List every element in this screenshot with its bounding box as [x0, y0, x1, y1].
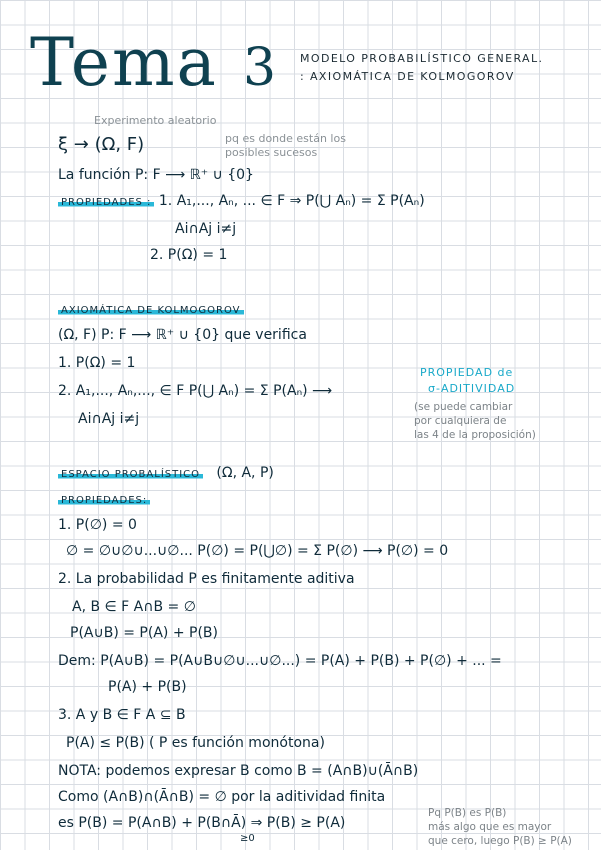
space-line-4: A, B ∈ F A∩B = ∅ — [72, 599, 196, 615]
space-line-11: Como (A∩B)∩(Ā∩B) = ∅ por la aditividad finita — [58, 789, 386, 805]
side-note-1: Pq P(B) es P(B) — [428, 807, 507, 819]
props-row — [58, 192, 425, 212]
axioms-note-2: por cualquiera de — [414, 415, 507, 427]
axioms-line-1: (Ω, F) P: F ⟶ ℝ⁺ ∪ {0} que verifica — [58, 327, 307, 343]
space-heading: ESPACIO PROBALÍSTICO — [58, 469, 203, 480]
note-experiment: Experimento aleatorio — [94, 114, 217, 127]
space-triple: (Ω, A, P) — [216, 465, 274, 481]
sigma-title-1: PROPIEDAD de — [420, 366, 514, 379]
space-line-5: P(A∪B) = P(A) + P(B) — [70, 625, 218, 641]
side-note-3: que cero, luego P(B) ≥ P(A) — [428, 835, 572, 847]
page-title: Tema — [30, 24, 218, 101]
subtitle-line-1: MODELO PROBABILÍSTICO GENERAL. — [300, 52, 544, 65]
prop-1-condition: Ai∩Aj i≠j — [175, 221, 237, 237]
axioms-heading-row — [58, 300, 244, 320]
space-heading-row — [58, 464, 274, 484]
axioms-heading: AXIOMÁTICA DE KOLMOGOROV — [58, 305, 244, 316]
props-label: PROPIEDADES : — [58, 197, 154, 208]
space-line-8: 3. A y B ∈ F A ⊆ B — [58, 707, 186, 723]
model-line: ξ → (Ω, F) — [58, 134, 145, 155]
space-line-6: Dem: P(A∪B) = P(A∪B∪∅∪...∪∅...) = P(A) + P(B) + P(∅) + ... = — [58, 653, 502, 669]
axioms-note-3: las 4 de la proposición) — [414, 429, 536, 441]
space-line-10: NOTA: podemos expresar B como B = (A∩B)∪(Ā∩B) — [58, 763, 419, 779]
prop-1: 1. A₁,..., Aₙ, ... ∈ F ⇒ P(⋃ Aₙ) = Σ P(Aₙ) — [158, 193, 425, 209]
axioms-line-2: 1. P(Ω) = 1 — [58, 355, 136, 371]
space-line-3: 2. La probabilidad P es finitamente aditiva — [58, 571, 355, 587]
side-note-2: más algo que es mayor — [428, 821, 552, 833]
space-line-2: ∅ = ∅∪∅∪...∪∅... P(∅) = P(⋃∅) = Σ P(∅) ⟶ P(∅) = 0 — [66, 543, 449, 559]
axioms-line-3-condition: Ai∩Aj i≠j — [78, 411, 140, 427]
space-line-12-sub: ≥0 — [240, 833, 255, 844]
space-line-12: es P(B) = P(A∩B) + P(B∩Ā) ⇒ P(B) ≥ P(A) — [58, 815, 346, 831]
space-line-9: P(A) ≤ P(B) ( P es función monótona) — [66, 735, 325, 751]
space-props-row — [58, 490, 150, 510]
space-props-label: PROPIEDADES: — [58, 495, 150, 506]
axioms-note-1: (se puede cambiar — [414, 401, 513, 413]
space-line-7: P(A) + P(B) — [108, 679, 187, 695]
function-line: La función P: F ⟶ ℝ⁺ ∪ {0} — [58, 167, 254, 183]
space-line-1: 1. P(∅) = 0 — [58, 517, 137, 533]
prop-2: 2. P(Ω) = 1 — [150, 247, 228, 263]
subtitle-line-2: : AXIOMÁTICA DE KOLMOGOROV — [300, 70, 515, 83]
sigma-title-2: σ-ADITIVIDAD — [428, 382, 516, 395]
note-sets: pq es donde están los posibles sucesos — [225, 132, 346, 159]
topic-number: 3 — [243, 38, 277, 98]
axioms-line-3: 2. A₁,..., Aₙ,..., ∈ F P(⋃ Aₙ) = Σ P(Aₙ) ⟶ — [58, 383, 333, 399]
